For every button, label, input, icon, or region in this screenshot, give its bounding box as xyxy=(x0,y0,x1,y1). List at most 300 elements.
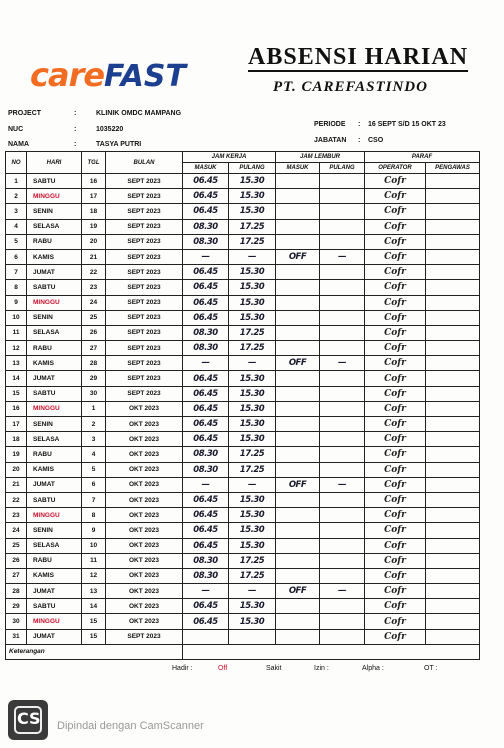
row-hari: SELASA xyxy=(27,538,82,553)
row-tgl: 12 xyxy=(82,568,106,583)
row-lembur-masuk xyxy=(276,508,320,523)
row-masuk: 06.45 xyxy=(183,599,229,614)
row-no: 19 xyxy=(6,447,27,462)
table-row xyxy=(6,584,480,599)
header-lembur-masuk: MASUK xyxy=(276,163,320,174)
row-no: 17 xyxy=(6,417,27,432)
row-pengawas-paraf xyxy=(426,614,480,629)
row-bulan: OKT 2023 xyxy=(106,432,183,447)
row-operator-paraf: Cofr xyxy=(365,629,426,644)
row-hari: MINGGU xyxy=(27,614,82,629)
row-pengawas-paraf xyxy=(426,174,480,189)
row-pengawas-paraf xyxy=(426,189,480,204)
row-lembur-pulang xyxy=(320,234,365,249)
row-hari: RABU xyxy=(27,341,82,356)
row-no: 1 xyxy=(6,174,27,189)
header-lembur-pulang: PULANG xyxy=(320,163,365,174)
row-lembur-masuk: OFF xyxy=(276,249,320,264)
row-no: 30 xyxy=(6,614,27,629)
row-lembur-masuk xyxy=(276,432,320,447)
row-masuk: 06.45 xyxy=(183,401,229,416)
header-bulan: BULAN xyxy=(106,152,183,174)
row-operator-paraf: Cofr xyxy=(365,523,426,538)
row-tgl: 7 xyxy=(82,492,106,507)
row-lembur-pulang xyxy=(320,553,365,568)
row-lembur-pulang xyxy=(320,538,365,553)
alpha-label: Alpha : xyxy=(362,665,384,672)
row-hari: JUMAT xyxy=(27,477,82,492)
row-bulan: SEPT 2023 xyxy=(106,386,183,401)
row-hari: KAMIS xyxy=(27,568,82,583)
table-row xyxy=(6,538,480,553)
row-bulan: OKT 2023 xyxy=(106,447,183,462)
row-masuk: 08.30 xyxy=(183,325,229,340)
row-no: 10 xyxy=(6,310,27,325)
row-masuk: 08.30 xyxy=(183,219,229,234)
row-pulang: 15.30 xyxy=(229,371,276,386)
row-pulang: 15.30 xyxy=(229,432,276,447)
row-masuk: 06.45 xyxy=(183,189,229,204)
table-row xyxy=(6,568,480,583)
row-lembur-pulang: — xyxy=(320,477,365,492)
row-hari: SENIN xyxy=(27,204,82,219)
row-hari: KAMIS xyxy=(27,356,82,371)
row-tgl: 21 xyxy=(82,249,106,264)
row-lembur-pulang xyxy=(320,568,365,583)
row-no: 23 xyxy=(6,508,27,523)
row-masuk: — xyxy=(183,249,229,264)
row-lembur-masuk xyxy=(276,614,320,629)
row-bulan: SEPT 2023 xyxy=(106,280,183,295)
row-tgl: 20 xyxy=(82,234,106,249)
row-lembur-pulang xyxy=(320,614,365,629)
ot-label: OT : xyxy=(424,665,438,672)
izin-label: Izin : xyxy=(314,665,329,672)
row-masuk: 06.45 xyxy=(183,280,229,295)
row-no: 12 xyxy=(6,341,27,356)
row-lembur-masuk xyxy=(276,280,320,295)
row-masuk: 06.45 xyxy=(183,204,229,219)
row-bulan: SEPT 2023 xyxy=(106,629,183,644)
table-row xyxy=(6,325,480,340)
row-hari: SENIN xyxy=(27,417,82,432)
row-tgl: 16 xyxy=(82,174,106,189)
row-operator-paraf: Cofr xyxy=(365,447,426,462)
row-masuk: 06.45 xyxy=(183,174,229,189)
row-tgl: 23 xyxy=(82,280,106,295)
row-masuk: 08.30 xyxy=(183,568,229,583)
row-no: 24 xyxy=(6,523,27,538)
table-row xyxy=(6,447,480,462)
row-pengawas-paraf xyxy=(426,219,480,234)
row-bulan: OKT 2023 xyxy=(106,523,183,538)
row-lembur-masuk: OFF xyxy=(276,584,320,599)
row-no: 25 xyxy=(6,538,27,553)
row-masuk: 06.45 xyxy=(183,371,229,386)
row-bulan: OKT 2023 xyxy=(106,614,183,629)
row-pulang: 15.30 xyxy=(229,310,276,325)
row-pengawas-paraf xyxy=(426,356,480,371)
row-bulan: OKT 2023 xyxy=(106,462,183,477)
row-no: 11 xyxy=(6,325,27,340)
row-lembur-pulang xyxy=(320,401,365,416)
row-lembur-masuk xyxy=(276,371,320,386)
row-lembur-pulang xyxy=(320,204,365,219)
row-lembur-pulang xyxy=(320,599,365,614)
row-no: 14 xyxy=(6,371,27,386)
row-operator-paraf: Cofr xyxy=(365,219,426,234)
row-no: 2 xyxy=(6,189,27,204)
row-pulang: 17.25 xyxy=(229,568,276,583)
info-project: PROJECT : KLINIK OMDC MAMPANG xyxy=(8,110,182,117)
row-tgl: 26 xyxy=(82,325,106,340)
nuc-value: 1035220 xyxy=(96,126,124,133)
row-hari: SABTU xyxy=(27,280,82,295)
row-no: 8 xyxy=(6,280,27,295)
row-pulang: 15.30 xyxy=(229,189,276,204)
row-hari: RABU xyxy=(27,553,82,568)
row-hari: RABU xyxy=(27,234,82,249)
row-pengawas-paraf xyxy=(426,492,480,507)
row-pulang: — xyxy=(229,356,276,371)
row-lembur-masuk xyxy=(276,538,320,553)
row-hari: JUMAT xyxy=(27,629,82,644)
row-tgl: 14 xyxy=(82,599,106,614)
row-tgl: 8 xyxy=(82,508,106,523)
row-tgl: 25 xyxy=(82,310,106,325)
row-pulang xyxy=(229,629,276,644)
row-pulang: 15.30 xyxy=(229,523,276,538)
row-pulang: 15.30 xyxy=(229,174,276,189)
table-row xyxy=(6,508,480,523)
row-pulang: — xyxy=(229,477,276,492)
row-bulan: SEPT 2023 xyxy=(106,219,183,234)
row-pulang: 15.30 xyxy=(229,492,276,507)
row-pengawas-paraf xyxy=(426,386,480,401)
row-bulan: SEPT 2023 xyxy=(106,204,183,219)
row-operator-paraf: Cofr xyxy=(365,599,426,614)
row-pulang: — xyxy=(229,584,276,599)
row-tgl: 19 xyxy=(82,219,106,234)
row-hari: SENIN xyxy=(27,310,82,325)
row-lembur-masuk xyxy=(276,310,320,325)
header-masuk: MASUK xyxy=(183,163,229,174)
row-lembur-masuk xyxy=(276,386,320,401)
row-bulan: OKT 2023 xyxy=(106,568,183,583)
row-pulang: 15.30 xyxy=(229,417,276,432)
row-pengawas-paraf xyxy=(426,310,480,325)
keterangan-label: Keterangan xyxy=(6,644,183,659)
row-pulang: 17.25 xyxy=(229,447,276,462)
row-pulang: 15.30 xyxy=(229,295,276,310)
row-no: 6 xyxy=(6,249,27,264)
row-hari: MINGGU xyxy=(27,189,82,204)
row-bulan: SEPT 2023 xyxy=(106,325,183,340)
row-hari: RABU xyxy=(27,447,82,462)
project-value: KLINIK OMDC MAMPANG xyxy=(96,110,182,117)
row-bulan: OKT 2023 xyxy=(106,599,183,614)
row-lembur-pulang xyxy=(320,629,365,644)
row-lembur-masuk xyxy=(276,553,320,568)
row-hari: JUMAT xyxy=(27,584,82,599)
row-no: 31 xyxy=(6,629,27,644)
table-row xyxy=(6,629,480,644)
row-lembur-pulang xyxy=(320,295,365,310)
row-pengawas-paraf xyxy=(426,432,480,447)
row-masuk: — xyxy=(183,477,229,492)
row-pengawas-paraf xyxy=(426,447,480,462)
row-masuk: 08.30 xyxy=(183,462,229,477)
row-operator-paraf: Cofr xyxy=(365,477,426,492)
row-bulan: OKT 2023 xyxy=(106,401,183,416)
row-pulang: 17.25 xyxy=(229,341,276,356)
row-tgl: 3 xyxy=(82,432,106,447)
row-hari: SABTU xyxy=(27,174,82,189)
row-operator-paraf: Cofr xyxy=(365,325,426,340)
row-lembur-masuk xyxy=(276,189,320,204)
row-hari: SABTU xyxy=(27,492,82,507)
row-no: 15 xyxy=(6,386,27,401)
row-masuk: 08.30 xyxy=(183,234,229,249)
row-pengawas-paraf xyxy=(426,280,480,295)
row-operator-paraf: Cofr xyxy=(365,310,426,325)
logo-care-text: care xyxy=(30,56,105,94)
table-row xyxy=(6,341,480,356)
row-tgl: 15 xyxy=(82,629,106,644)
row-operator-paraf: Cofr xyxy=(365,265,426,280)
row-pulang: 15.30 xyxy=(229,204,276,219)
table-row xyxy=(6,432,480,447)
row-operator-paraf: Cofr xyxy=(365,356,426,371)
company-name: PT. CAREFASTINDO xyxy=(273,79,428,95)
row-pengawas-paraf xyxy=(426,401,480,416)
table-row xyxy=(6,234,480,249)
row-tgl: 30 xyxy=(82,386,106,401)
row-pulang: — xyxy=(229,249,276,264)
row-operator-paraf: Cofr xyxy=(365,174,426,189)
table-row xyxy=(6,553,480,568)
row-lembur-masuk xyxy=(276,523,320,538)
row-lembur-pulang xyxy=(320,265,365,280)
row-pengawas-paraf xyxy=(426,341,480,356)
row-bulan: SEPT 2023 xyxy=(106,249,183,264)
attendance-table xyxy=(5,151,480,660)
row-no: 7 xyxy=(6,265,27,280)
row-tgl: 4 xyxy=(82,447,106,462)
row-hari: MINGGU xyxy=(27,401,82,416)
row-pengawas-paraf xyxy=(426,629,480,644)
row-pengawas-paraf xyxy=(426,599,480,614)
row-operator-paraf: Cofr xyxy=(365,234,426,249)
row-pulang: 15.30 xyxy=(229,386,276,401)
row-operator-paraf: Cofr xyxy=(365,371,426,386)
row-no: 28 xyxy=(6,584,27,599)
row-bulan: OKT 2023 xyxy=(106,492,183,507)
row-operator-paraf: Cofr xyxy=(365,462,426,477)
row-tgl: 28 xyxy=(82,356,106,371)
row-masuk: 06.45 xyxy=(183,417,229,432)
table-row xyxy=(6,462,480,477)
row-lembur-pulang xyxy=(320,189,365,204)
row-hari: JUMAT xyxy=(27,371,82,386)
row-masuk: 06.45 xyxy=(183,432,229,447)
periode-value: 16 SEPT S/D 15 OKT 23 xyxy=(368,121,446,128)
table-row xyxy=(6,219,480,234)
row-operator-paraf: Cofr xyxy=(365,204,426,219)
table-row xyxy=(6,356,480,371)
carefast-logo xyxy=(30,56,186,94)
info-nuc: NUC : 1035220 xyxy=(8,126,124,133)
row-pengawas-paraf xyxy=(426,249,480,264)
row-bulan: SEPT 2023 xyxy=(106,234,183,249)
table-row xyxy=(6,249,480,264)
header-operator: OPERATOR xyxy=(365,163,426,174)
row-bulan: OKT 2023 xyxy=(106,538,183,553)
row-tgl: 10 xyxy=(82,538,106,553)
row-tgl: 18 xyxy=(82,204,106,219)
row-hari: SABTU xyxy=(27,599,82,614)
row-bulan: SEPT 2023 xyxy=(106,356,183,371)
row-lembur-masuk: OFF xyxy=(276,477,320,492)
row-lembur-pulang xyxy=(320,325,365,340)
row-tgl: 1 xyxy=(82,401,106,416)
row-tgl: 6 xyxy=(82,477,106,492)
row-operator-paraf: Cofr xyxy=(365,249,426,264)
row-bulan: SEPT 2023 xyxy=(106,341,183,356)
row-masuk: — xyxy=(183,584,229,599)
row-pengawas-paraf xyxy=(426,325,480,340)
row-lembur-pulang xyxy=(320,386,365,401)
row-pengawas-paraf xyxy=(426,553,480,568)
row-lembur-pulang: — xyxy=(320,584,365,599)
row-tgl: 11 xyxy=(82,553,106,568)
row-tgl: 2 xyxy=(82,417,106,432)
row-pengawas-paraf xyxy=(426,523,480,538)
info-nama: NAMA : TASYA PUTRI xyxy=(8,141,142,148)
row-masuk: 06.45 xyxy=(183,492,229,507)
row-lembur-masuk xyxy=(276,462,320,477)
row-operator-paraf: Cofr xyxy=(365,508,426,523)
row-hari: SENIN xyxy=(27,523,82,538)
row-masuk: 08.30 xyxy=(183,341,229,356)
attendance-rows xyxy=(6,174,480,645)
row-masuk: 06.45 xyxy=(183,614,229,629)
row-hari: SABTU xyxy=(27,386,82,401)
row-pengawas-paraf xyxy=(426,477,480,492)
row-pulang: 17.25 xyxy=(229,325,276,340)
row-operator-paraf: Cofr xyxy=(365,280,426,295)
row-hari: MINGGU xyxy=(27,295,82,310)
header-jam-kerja: JAM KERJA xyxy=(183,152,276,163)
row-lembur-masuk xyxy=(276,401,320,416)
row-operator-paraf: Cofr xyxy=(365,417,426,432)
row-bulan: SEPT 2023 xyxy=(106,371,183,386)
row-hari: KAMIS xyxy=(27,249,82,264)
table-row xyxy=(6,204,480,219)
row-operator-paraf: Cofr xyxy=(365,341,426,356)
row-operator-paraf: Cofr xyxy=(365,492,426,507)
row-bulan: SEPT 2023 xyxy=(106,174,183,189)
row-lembur-pulang xyxy=(320,492,365,507)
table-row xyxy=(6,417,480,432)
logo-fast-text: FAST xyxy=(104,59,186,94)
row-pengawas-paraf xyxy=(426,295,480,310)
row-lembur-masuk: OFF xyxy=(276,356,320,371)
row-lembur-pulang xyxy=(320,417,365,432)
row-lembur-masuk xyxy=(276,568,320,583)
row-pulang: 17.25 xyxy=(229,553,276,568)
row-lembur-pulang xyxy=(320,310,365,325)
info-periode: PERIODE : 16 SEPT S/D 15 OKT 23 xyxy=(314,121,446,128)
row-operator-paraf: Cofr xyxy=(365,568,426,583)
camscanner-label: Dipindai dengan CamScanner xyxy=(57,720,204,732)
row-tgl: 17 xyxy=(82,189,106,204)
table-row xyxy=(6,401,480,416)
sakit-label: Sakit xyxy=(266,665,282,672)
row-lembur-masuk xyxy=(276,265,320,280)
row-no: 21 xyxy=(6,477,27,492)
row-lembur-pulang xyxy=(320,523,365,538)
row-masuk xyxy=(183,629,229,644)
row-no: 29 xyxy=(6,599,27,614)
row-hari: SELASA xyxy=(27,325,82,340)
row-pulang: 15.30 xyxy=(229,401,276,416)
row-masuk: 06.45 xyxy=(183,265,229,280)
header-tgl: TGL xyxy=(82,152,106,174)
header-no: NO xyxy=(6,152,27,174)
row-masuk: 06.45 xyxy=(183,295,229,310)
header-paraf: PARAF xyxy=(365,152,480,163)
row-bulan: SEPT 2023 xyxy=(106,189,183,204)
row-operator-paraf: Cofr xyxy=(365,401,426,416)
table-row xyxy=(6,386,480,401)
table-row xyxy=(6,614,480,629)
row-hari: MINGGU xyxy=(27,508,82,523)
row-hari: SELASA xyxy=(27,219,82,234)
row-lembur-pulang xyxy=(320,371,365,386)
header-pengawas: PENGAWAS xyxy=(426,163,480,174)
row-lembur-masuk xyxy=(276,447,320,462)
row-pengawas-paraf xyxy=(426,538,480,553)
row-tgl: 15 xyxy=(82,614,106,629)
row-no: 5 xyxy=(6,234,27,249)
row-masuk: 06.45 xyxy=(183,386,229,401)
nama-value: TASYA PUTRI xyxy=(96,141,142,148)
row-lembur-masuk xyxy=(276,599,320,614)
table-row xyxy=(6,523,480,538)
row-no: 4 xyxy=(6,219,27,234)
row-lembur-pulang xyxy=(320,462,365,477)
row-bulan: SEPT 2023 xyxy=(106,265,183,280)
row-pengawas-paraf xyxy=(426,508,480,523)
row-no: 26 xyxy=(6,553,27,568)
hadir-value: Off xyxy=(218,665,228,672)
row-operator-paraf: Cofr xyxy=(365,538,426,553)
row-lembur-pulang xyxy=(320,174,365,189)
row-hari: JUMAT xyxy=(27,265,82,280)
row-lembur-masuk xyxy=(276,417,320,432)
row-operator-paraf: Cofr xyxy=(365,614,426,629)
table-row xyxy=(6,477,480,492)
row-lembur-masuk xyxy=(276,174,320,189)
row-tgl: 13 xyxy=(82,584,106,599)
row-lembur-masuk xyxy=(276,492,320,507)
row-hari: SELASA xyxy=(27,432,82,447)
row-masuk: 06.45 xyxy=(183,508,229,523)
row-pulang: 15.30 xyxy=(229,538,276,553)
row-bulan: SEPT 2023 xyxy=(106,310,183,325)
row-bulan: SEPT 2023 xyxy=(106,295,183,310)
